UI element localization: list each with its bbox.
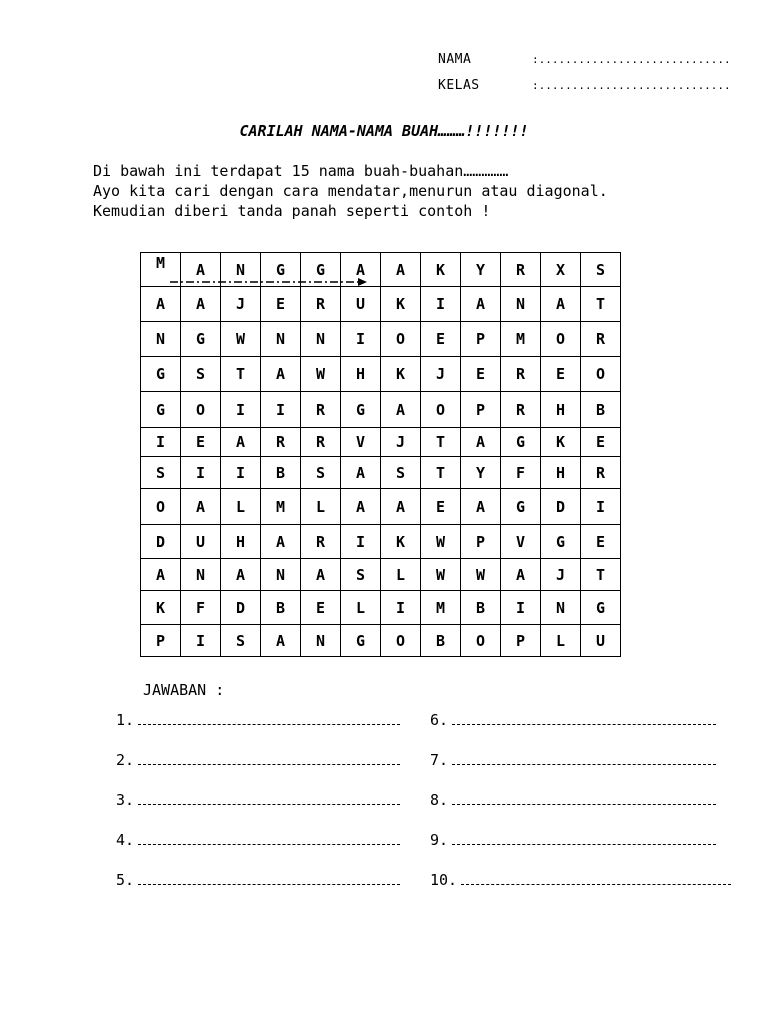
grid-cell[interactable]: L	[301, 489, 341, 525]
grid-row	[141, 559, 621, 591]
grid-cell[interactable]: G	[501, 489, 541, 525]
grid-cell[interactable]: M	[141, 253, 181, 287]
grid-cell[interactable]: Y	[461, 253, 501, 287]
grid-cell[interactable]: A	[181, 287, 221, 322]
grid-cell[interactable]: A	[221, 428, 261, 457]
grid-cell[interactable]: T	[581, 559, 621, 591]
grid-cell[interactable]: H	[541, 392, 581, 428]
answer-number: 6.	[430, 711, 449, 729]
grid-cell[interactable]: G	[181, 322, 221, 357]
answer-blank[interactable]	[138, 872, 400, 885]
answer-number: 3.	[116, 791, 135, 809]
grid-cell[interactable]: I	[221, 392, 261, 428]
kelas-field	[438, 78, 731, 93]
answer-blank[interactable]	[138, 792, 400, 805]
answer-number: 2.	[116, 751, 135, 769]
grid-cell[interactable]: P	[461, 392, 501, 428]
grid-cell[interactable]: E	[461, 357, 501, 392]
kelas-blank: :.............................	[532, 79, 731, 92]
grid-cell[interactable]: G	[341, 625, 381, 657]
grid-cell[interactable]: A	[381, 489, 421, 525]
grid-cell[interactable]: R	[301, 392, 341, 428]
grid-table	[140, 252, 621, 657]
grid-cell[interactable]: A	[461, 287, 501, 322]
grid-row	[141, 625, 621, 657]
grid-cell[interactable]: Y	[461, 457, 501, 489]
grid-row	[141, 489, 621, 525]
grid-cell[interactable]: I	[141, 428, 181, 457]
grid-cell[interactable]: D	[541, 489, 581, 525]
grid-cell[interactable]: T	[221, 357, 261, 392]
grid-cell[interactable]: O	[541, 322, 581, 357]
grid-cell[interactable]: N	[301, 625, 341, 657]
grid-cell[interactable]: N	[221, 253, 261, 287]
grid-cell[interactable]: R	[581, 322, 621, 357]
grid-cell[interactable]: R	[301, 287, 341, 322]
grid-cell[interactable]: O	[421, 392, 461, 428]
answer-item	[430, 831, 716, 849]
grid-cell[interactable]: R	[501, 253, 541, 287]
grid-cell[interactable]: N	[141, 322, 181, 357]
grid-cell[interactable]: O	[181, 392, 221, 428]
grid-cell[interactable]: A	[181, 253, 221, 287]
grid-cell[interactable]: M	[261, 489, 301, 525]
answer-blank[interactable]	[138, 712, 400, 725]
answer-number: 5.	[116, 871, 135, 889]
grid-cell[interactable]: S	[181, 357, 221, 392]
grid-cell[interactable]: A	[261, 357, 301, 392]
grid-cell[interactable]: A	[461, 428, 501, 457]
grid-cell[interactable]: S	[301, 457, 341, 489]
grid-cell[interactable]: A	[261, 625, 301, 657]
instruction-line: Kemudian diberi tanda panah seperti contoh !	[93, 202, 491, 220]
answer-blank[interactable]	[138, 832, 400, 845]
grid-cell[interactable]: J	[541, 559, 581, 591]
grid-cell[interactable]: G	[261, 253, 301, 287]
answer-item	[430, 751, 716, 769]
grid-cell[interactable]: J	[381, 428, 421, 457]
answer-number: 4.	[116, 831, 135, 849]
grid-cell[interactable]: D	[221, 591, 261, 625]
grid-cell[interactable]: H	[541, 457, 581, 489]
grid-cell[interactable]: F	[181, 591, 221, 625]
grid-row	[141, 392, 621, 428]
grid-cell[interactable]: X	[541, 253, 581, 287]
grid-cell[interactable]: B	[261, 457, 301, 489]
grid-cell[interactable]: A	[181, 489, 221, 525]
answer-number: 10.	[430, 871, 458, 889]
grid-cell[interactable]: P	[501, 625, 541, 657]
grid-cell[interactable]: N	[501, 287, 541, 322]
grid-cell[interactable]: S	[381, 457, 421, 489]
worksheet-title	[0, 122, 768, 140]
answer-item	[116, 751, 400, 769]
grid-cell[interactable]: L	[541, 625, 581, 657]
grid-cell[interactable]: I	[381, 591, 421, 625]
grid-row	[141, 457, 621, 489]
grid-cell[interactable]: O	[461, 625, 501, 657]
grid-row	[141, 253, 621, 287]
grid-cell[interactable]: N	[181, 559, 221, 591]
grid-cell[interactable]: G	[581, 591, 621, 625]
answer-item	[116, 711, 400, 729]
grid-cell[interactable]: I	[221, 457, 261, 489]
grid-cell[interactable]: S	[221, 625, 261, 657]
grid-cell[interactable]: W	[421, 525, 461, 559]
grid-cell[interactable]: W	[221, 322, 261, 357]
grid-cell[interactable]: G	[141, 392, 181, 428]
grid-cell[interactable]: E	[541, 357, 581, 392]
grid-cell[interactable]: A	[341, 457, 381, 489]
grid-cell[interactable]: E	[581, 428, 621, 457]
grid-cell[interactable]: U	[581, 625, 621, 657]
grid-cell[interactable]: O	[381, 322, 421, 357]
grid-cell[interactable]: E	[421, 322, 461, 357]
grid-cell[interactable]: J	[221, 287, 261, 322]
grid-cell[interactable]: W	[421, 559, 461, 591]
grid-cell[interactable]: E	[581, 525, 621, 559]
answer-item	[116, 791, 400, 809]
grid-cell[interactable]: E	[181, 428, 221, 457]
grid-cell[interactable]: V	[501, 525, 541, 559]
answer-item	[116, 831, 400, 849]
grid-cell[interactable]: O	[141, 489, 181, 525]
grid-cell[interactable]: L	[221, 489, 261, 525]
grid-cell[interactable]: R	[301, 428, 341, 457]
grid-cell[interactable]: T	[581, 287, 621, 322]
grid-row	[141, 428, 621, 457]
grid-cell[interactable]: E	[421, 489, 461, 525]
grid-cell[interactable]: K	[381, 287, 421, 322]
grid-cell[interactable]: A	[381, 392, 421, 428]
answer-blank[interactable]	[461, 872, 731, 885]
grid-cell[interactable]: B	[461, 591, 501, 625]
grid-cell[interactable]: D	[141, 525, 181, 559]
grid-cell[interactable]: G	[141, 357, 181, 392]
answer-blank[interactable]	[138, 752, 400, 765]
grid-cell[interactable]: K	[141, 591, 181, 625]
answer-number: 9.	[430, 831, 449, 849]
answer-blank[interactable]	[452, 832, 716, 845]
grid-row	[141, 322, 621, 357]
grid-cell[interactable]: E	[261, 287, 301, 322]
answer-item	[116, 871, 400, 889]
grid-cell[interactable]: W	[461, 559, 501, 591]
grid-cell[interactable]: P	[141, 625, 181, 657]
grid-cell[interactable]: I	[261, 392, 301, 428]
grid-cell[interactable]: R	[501, 357, 541, 392]
grid-cell[interactable]: P	[461, 525, 501, 559]
grid-cell[interactable]: I	[581, 489, 621, 525]
grid-cell[interactable]: A	[541, 287, 581, 322]
grid-cell[interactable]: O	[581, 357, 621, 392]
answer-number: 1.	[116, 711, 135, 729]
grid-cell[interactable]: R	[301, 525, 341, 559]
grid-cell[interactable]: I	[341, 322, 381, 357]
grid-cell[interactable]: I	[501, 591, 541, 625]
grid-cell[interactable]: K	[421, 253, 461, 287]
grid-cell[interactable]: A	[461, 489, 501, 525]
grid-cell[interactable]: P	[461, 322, 501, 357]
grid-cell[interactable]: R	[261, 428, 301, 457]
grid-cell[interactable]: A	[261, 525, 301, 559]
grid-cell[interactable]: R	[501, 392, 541, 428]
grid-cell[interactable]: I	[341, 525, 381, 559]
grid-cell[interactable]: T	[421, 457, 461, 489]
grid-cell[interactable]: W	[301, 357, 341, 392]
grid-cell[interactable]: A	[381, 253, 421, 287]
grid-cell[interactable]: B	[421, 625, 461, 657]
grid-cell[interactable]: A	[141, 287, 181, 322]
grid-cell[interactable]: L	[381, 559, 421, 591]
grid-cell[interactable]: S	[141, 457, 181, 489]
grid-cell[interactable]: A	[221, 559, 261, 591]
instruction-line: Di bawah ini terdapat 15 nama buah-buahan……………	[93, 162, 509, 180]
grid-cell[interactable]: A	[301, 559, 341, 591]
kelas-label: KELAS	[438, 78, 480, 93]
grid-cell[interactable]: G	[541, 525, 581, 559]
grid-cell[interactable]: O	[381, 625, 421, 657]
word-search-grid	[140, 252, 621, 657]
grid-cell[interactable]: S	[581, 253, 621, 287]
answer-blank[interactable]	[452, 752, 716, 765]
grid-row	[141, 591, 621, 625]
grid-cell[interactable]: I	[181, 625, 221, 657]
grid-cell[interactable]: R	[581, 457, 621, 489]
grid-cell[interactable]: G	[501, 428, 541, 457]
grid-cell[interactable]: U	[181, 525, 221, 559]
grid-cell[interactable]: B	[261, 591, 301, 625]
grid-cell[interactable]: A	[141, 559, 181, 591]
answer-number: 7.	[430, 751, 449, 769]
grid-cell[interactable]: S	[341, 559, 381, 591]
grid-cell[interactable]: N	[261, 559, 301, 591]
grid-cell[interactable]: V	[341, 428, 381, 457]
answer-number: 8.	[430, 791, 449, 809]
grid-cell[interactable]: M	[501, 322, 541, 357]
grid-cell[interactable]: A	[501, 559, 541, 591]
grid-cell[interactable]: N	[301, 322, 341, 357]
grid-cell[interactable]: A	[341, 253, 381, 287]
grid-cell[interactable]: N	[261, 322, 301, 357]
grid-cell[interactable]: M	[421, 591, 461, 625]
grid-cell[interactable]: N	[541, 591, 581, 625]
grid-cell[interactable]: B	[581, 392, 621, 428]
grid-cell[interactable]: I	[421, 287, 461, 322]
nama-field	[438, 52, 731, 67]
grid-cell[interactable]: K	[541, 428, 581, 457]
grid-cell[interactable]: A	[341, 489, 381, 525]
grid-cell[interactable]: G	[301, 253, 341, 287]
grid-row	[141, 287, 621, 322]
grid-cell[interactable]: E	[301, 591, 341, 625]
grid-cell[interactable]: H	[221, 525, 261, 559]
grid-cell[interactable]: F	[501, 457, 541, 489]
grid-cell[interactable]: H	[341, 357, 381, 392]
answer-blank[interactable]	[452, 712, 716, 725]
grid-cell[interactable]: K	[381, 357, 421, 392]
answer-item	[430, 711, 716, 729]
worksheet-title-text: CARILAH NAMA-NAMA BUAH………!!!!!!!	[239, 122, 529, 140]
grid-cell[interactable]: T	[421, 428, 461, 457]
grid-row	[141, 525, 621, 559]
grid-cell[interactable]: I	[181, 457, 221, 489]
grid-row	[141, 357, 621, 392]
answer-item	[430, 871, 731, 889]
grid-cell[interactable]: U	[341, 287, 381, 322]
nama-blank: :.............................	[532, 53, 731, 66]
grid-cell[interactable]: J	[421, 357, 461, 392]
nama-label: NAMA	[438, 52, 472, 67]
instruction-line: Ayo kita cari dengan cara mendatar,menurun atau diagonal.	[93, 182, 608, 200]
answer-item	[430, 791, 716, 809]
answer-blank[interactable]	[452, 792, 716, 805]
grid-cell[interactable]: G	[341, 392, 381, 428]
answers-title: JAWABAN :	[143, 681, 225, 699]
grid-cell[interactable]: K	[381, 525, 421, 559]
grid-cell[interactable]: L	[341, 591, 381, 625]
